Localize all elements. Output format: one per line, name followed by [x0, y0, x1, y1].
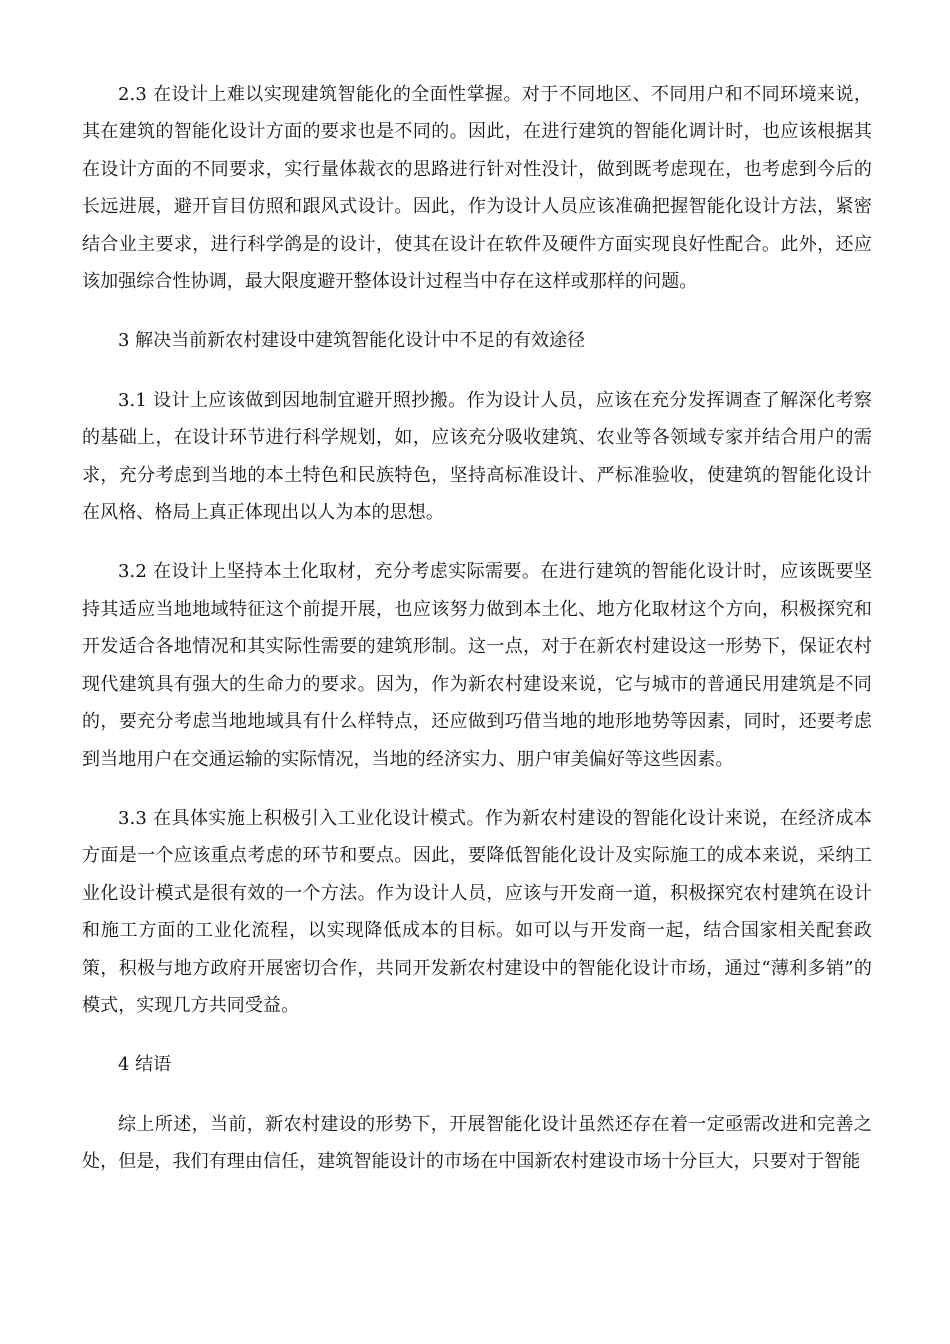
paragraph-3-1: 3.1 设计上应该做到因地制宜避开照抄搬。作为设计人员，应该在充分发挥调查了解深化考察的基础上，在设计环节进行科学规划，如，应该充分吸收建筑、农业等各领域专家并结合用户的需求，充分考虑到当地的本土特色和民族特色，坚持高标准设计、严标准验收，使建筑的智能化设计在风格、格局上真正体现出以人为本的思想。 — [82, 389, 872, 524]
paragraph-2-3: 2.3 在设计上难以实现建筑智能化的全面性掌握。对于不同地区、不同用户和不同环境来说，其在建筑的智能化设计方面的要求也是不同的。因此，在进行建筑的智能化调计时，也应该根据其在设计方面的不同要求，实行量体裁衣的思路进行针对性没计，做到既考虑现在，也考虑到今后的长远进展，避开盲目仿照和跟风式设计。因此，作为设计人员应该准确把握智能化设计方法，紧密结合业主要求，进行科学鸽是的设计，使其在设计在软件及硬件方面实现良好性配合。此外，还应该加强综合性协调，最大限度避开整体设计过程当中存在这样或那样的问题。 — [82, 84, 872, 293]
paragraph-3-3: 3.3 在具体实施上积极引入工业化设计模式。作为新农村建设的智能化设计来说，在经济成本方面是一个应该重点考虑的环节和要点。因此，要降低智能化设计及实际施工的成本来说，采纳工业化设计模式是很有效的一个方法。作为设计人员，应该与开发商一道，积极探究农村建筑在设计和施工方面的工业化流程，以实现降低成本的目标。如可以与开发商一起，结合国家相关配套政策，积极与地方政府开展密切合作，共同开发新农村建设中的智能化设计市场，通过“薄利多销”的模式，实现几方共同受益。 — [82, 807, 872, 1016]
section-heading-3: 3 解决当前新农村建设中建筑智能化设计中不足的有效途径 — [118, 330, 586, 352]
document-page — [82, 76, 872, 1203]
paragraph-conclusion: 综上所述，当前，新农村建设的形势下，开展智能化设计虽然还存在着一定亟需改进和完善之处，但是，我们有理由信任，建筑智能设计的市场在中国新农村建设市场十分巨大，只要对于智能 — [82, 1113, 872, 1173]
paragraph-3-2: 3.2 在设计上坚持本土化取材，充分考虑实际需要。在进行建筑的智能化设计时，应该既要坚持其适应当地地域特征这个前提开展，也应该努力做到本土化、地方化取材这个方向，积极探究和开发适合各地情况和其实际性需要的建筑形制。这一点，对于在新农村建设这一形势下，保证农村现代建筑具有强大的生命力的要求。因为，作为新农村建设来说，它与城市的普通民用建筑是不同的，要充分考虑当地地域具有什么样特点，还应做到巧借当地的地形地势等因素，同时，还要考虑到当地用户在交通运输的实际情况，当地的经济实力、朋户审美偏好等这些因素。 — [82, 561, 872, 770]
section-heading-4: 4 结语 — [118, 1054, 172, 1076]
